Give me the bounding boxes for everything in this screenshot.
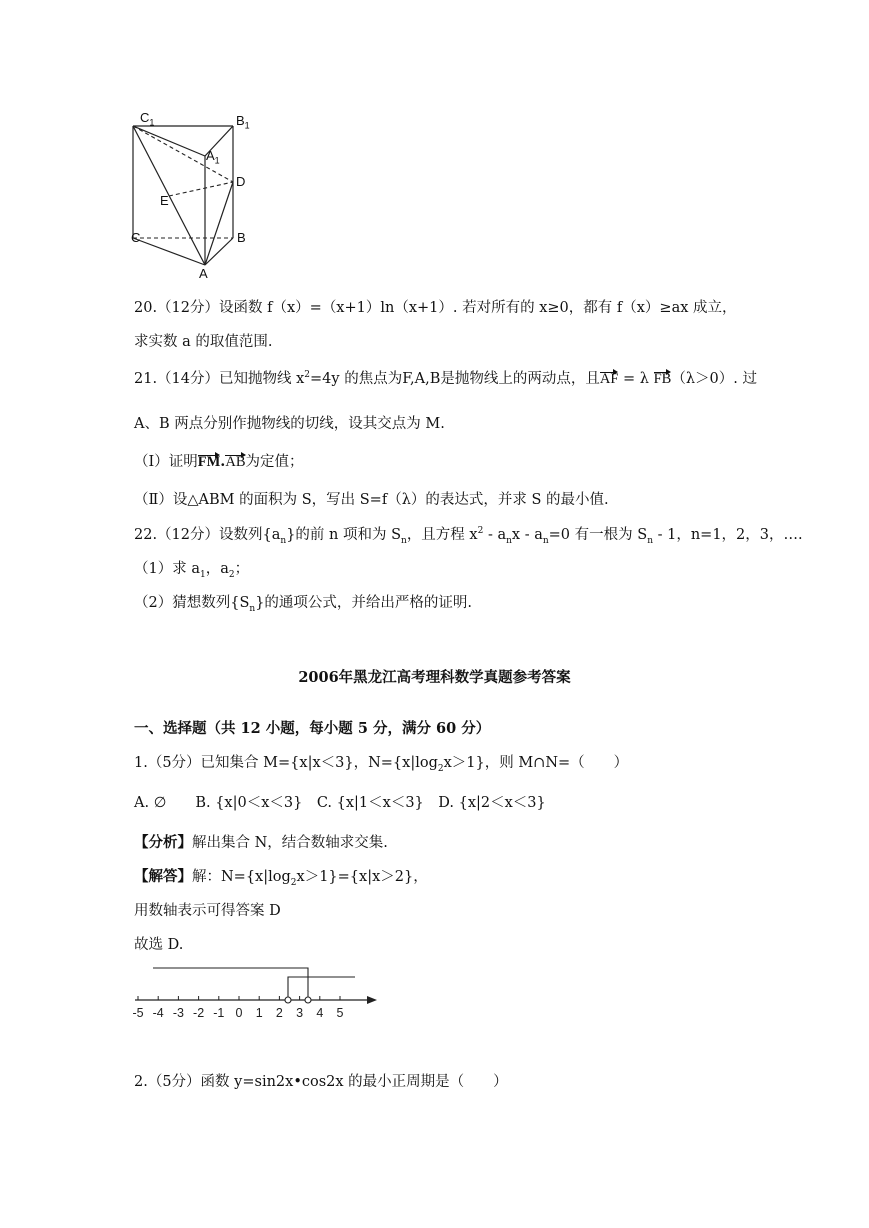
label-c: C <box>131 230 141 245</box>
tick-label: 5 <box>336 1006 344 1020</box>
open-circle-3 <box>305 997 311 1003</box>
a1-solution: 【解答】解：$N=\{x|\log_2x>1\}=\{x|x>2\}$， <box>134 868 428 888</box>
label-a1: $A_1$ <box>206 148 220 166</box>
tick-label: 0 <box>235 1006 243 1020</box>
q21-line2: A、B 两点分别作抛物线的切线，设其交点为 M. <box>134 416 445 432</box>
q21-part1: （Ⅰ）证明FM.AB为定值； <box>134 453 304 470</box>
tick-label: -1 <box>213 1006 225 1020</box>
tick-label: -5 <box>132 1006 144 1020</box>
vector-fm: FM <box>197 454 221 470</box>
a1-question: 1.（5分）已知集合 M={x|x＜3}，$N=\{x|\log_2x>1\}$，则 M∩N=（ ） <box>134 755 629 774</box>
q21-part2: （Ⅱ）设△ABM 的面积为 S，写出 S=f（λ）的表达式，并求 S 的最小值. <box>134 492 609 508</box>
tick-label: 1 <box>255 1006 263 1020</box>
section1-title: 一、选择题（共 12 小题，每小题 5 分，满分 60 分） <box>134 720 491 737</box>
tick-label: -3 <box>172 1006 184 1020</box>
set-m-bracket <box>153 968 308 1000</box>
label-c1: $C_1$ <box>140 110 155 128</box>
prism-figure <box>125 108 265 286</box>
label-a: A <box>199 266 208 281</box>
a1-options: A. ∅ B. {x|0＜x＜3} C. {x|1＜x＜3} D. {x|2＜x＜3} <box>134 795 546 811</box>
label-b1: $B_1$ <box>236 113 250 131</box>
set-n-bracket <box>288 977 355 1000</box>
q22-line1: 22.（12分）设数列$\{a_n\}$的前 n 项和为 $S_n$，且方程 $x^2 - a_nx - a_n=0$ 有一根为 $S_n - 1$，n=1，2，3，…. <box>134 526 803 546</box>
label-b: B <box>237 230 246 245</box>
a1-line3: 用数轴表示可得答案 D <box>134 903 281 919</box>
tick-label: 2 <box>275 1006 283 1020</box>
label-d: D <box>236 174 246 189</box>
edge-e-d-dashed <box>169 182 233 196</box>
a1-analysis: 【分析】解出集合 N，结合数轴求交集. <box>134 834 388 851</box>
q22-part2: （2）猜想数列$\{S_n\}$的通项公式，并给出严格的证明. <box>134 595 473 614</box>
tick-label: -4 <box>152 1006 164 1020</box>
number-line-figure <box>125 960 385 1022</box>
tick-label: -2 <box>193 1006 205 1020</box>
q22-part1: （1）求 $a_1$，$a_2$； <box>134 561 250 580</box>
edge-c1-a1 <box>133 126 205 156</box>
a1-line4: 故选 D. <box>134 937 184 953</box>
a2-question: 2.（5分）函数 y=sin2x•cos2x 的最小正周期是（ ） <box>134 1074 508 1090</box>
tick-label: 4 <box>316 1006 324 1020</box>
answers-title: 2006年黑龙江高考理科数学真题参考答案 <box>298 669 571 686</box>
open-circle-2 <box>285 997 291 1003</box>
q20-line1: 20.（12分）设函数 f（x）=（x+1）ln（x+1）. 若对所有的 x≥0，都有 f（x）≥ax 成立， <box>134 300 737 316</box>
edge-c-a <box>133 238 205 265</box>
vector-ab: AB <box>225 454 246 470</box>
label-e: E <box>160 193 169 208</box>
vector-fb: FB <box>653 371 672 387</box>
axis-arrow <box>367 996 377 1004</box>
q21-line1: 21.（14分）已知抛物线 $x^2=4y$ 的焦点为F,A,B是抛物线上的两动点，且AF = λ FB（λ＞0）. 过 <box>134 370 757 387</box>
q20-line2: 求实数 a 的取值范围. <box>134 334 273 350</box>
tick-label: 3 <box>296 1006 304 1020</box>
vector-af: AF <box>599 371 619 387</box>
edge-a-d <box>205 182 233 265</box>
